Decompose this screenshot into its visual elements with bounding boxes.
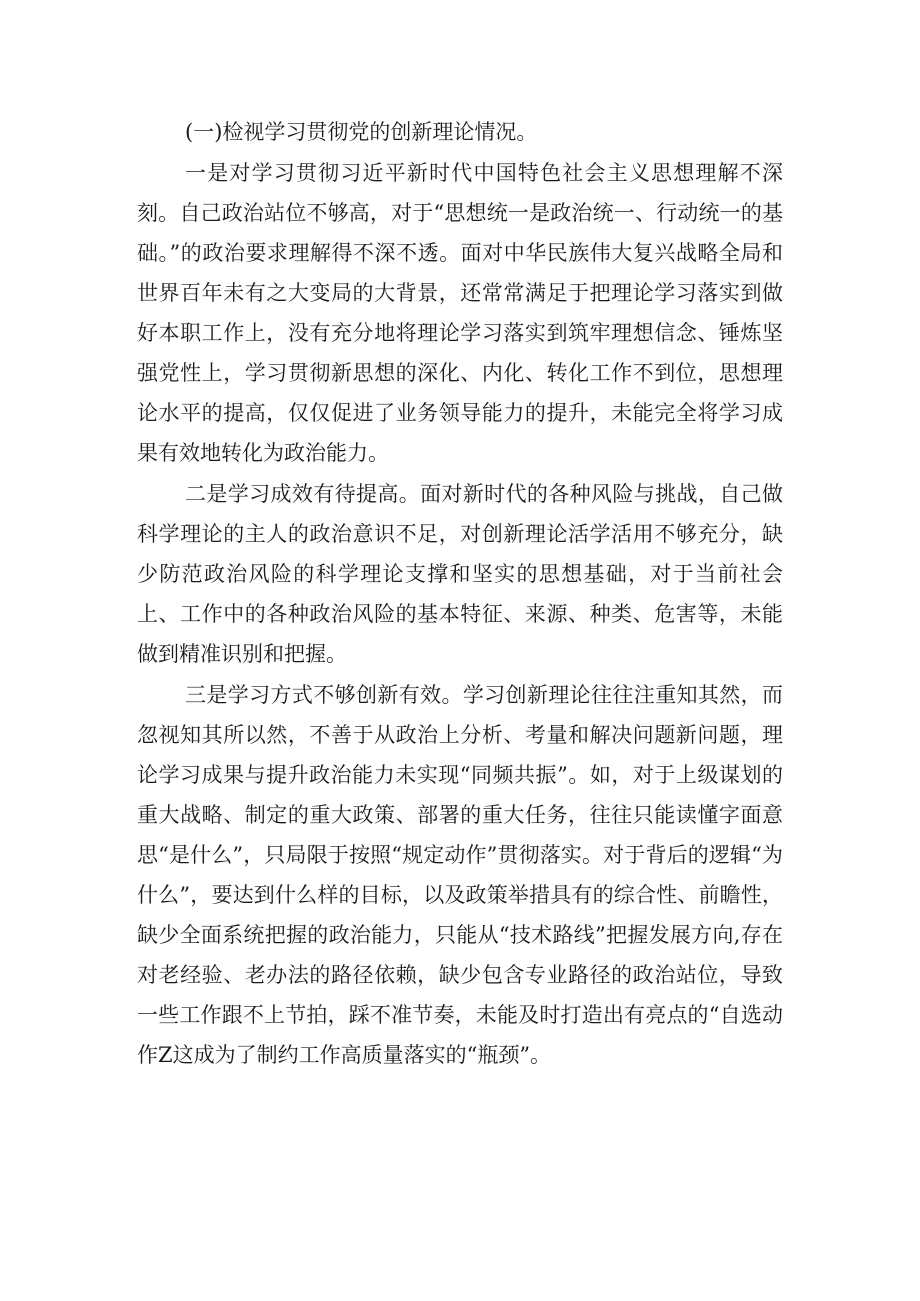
paragraph-study-method: 三是学习方式不够创新有效。学习创新理论往往注重知其然，而忽视知其所以然，不善于从政治上分析、考量和解决问题新问题，理论学习成果与提升政治能力未实现“同频共振”。如，对于上级谋划的重大战略、制定的重大政策、部署的重大任务，往往只能读懂字面意思“是什么”，只局限于按照“规定动作”贯彻落实。对于背后的逻辑“为什么”，要达到什么样的目标，以及政策举措具有的综合性、前瞻性，缺少全面系统把握的政治能力，只能从“技术路线”把握发展方向,存在对老经验、老办法的路径依赖，缺少包含专业路径的政治站位，导致一些工作跟不上节拍，踩不准节奏，未能及时打造出有亮点的“自选动作Z这成为了制约工作高质量落实的“瓶颈”。: [137, 683, 783, 1067]
paragraph-study-effectiveness: 二是学习成效有待提高。面对新时代的各种风险与挑战，自己做科学理论的主人的政治意识不足，对创新理论活学活用不够充分，缺少防范政治风险的科学理论支撑和坚实的思想基础，对于当前社会上、工作中的各种政治风险的基本特征、来源、种类、危害等，未能做到精准识别和把握。: [137, 482, 783, 666]
section-heading: (一)检视学习贯彻党的创新理论情况。: [185, 120, 538, 144]
document-body: [137, 112, 783, 1075]
paragraph-study-understanding: 一是对学习贯彻习近平新时代中国特色社会主义思想理解不深刻。自己政治站位不够高，对于“思想统一是政治统一、行动统一的基础。”的政治要求理解得不深不透。面对中华民族伟大复兴战略全局和世界百年未有之大变局的大背景，还常常满足于把理论学习落实到做好本职工作上，没有充分地将理论学习落实到筑牢理想信念、锤炼坚强党性上，学习贯彻新思想的深化、内化、转化工作不到位，思想理论水平的提高，仅仅促进了业务领导能力的提升，未能完全将学习成果有效地转化为政治能力。: [137, 161, 783, 465]
